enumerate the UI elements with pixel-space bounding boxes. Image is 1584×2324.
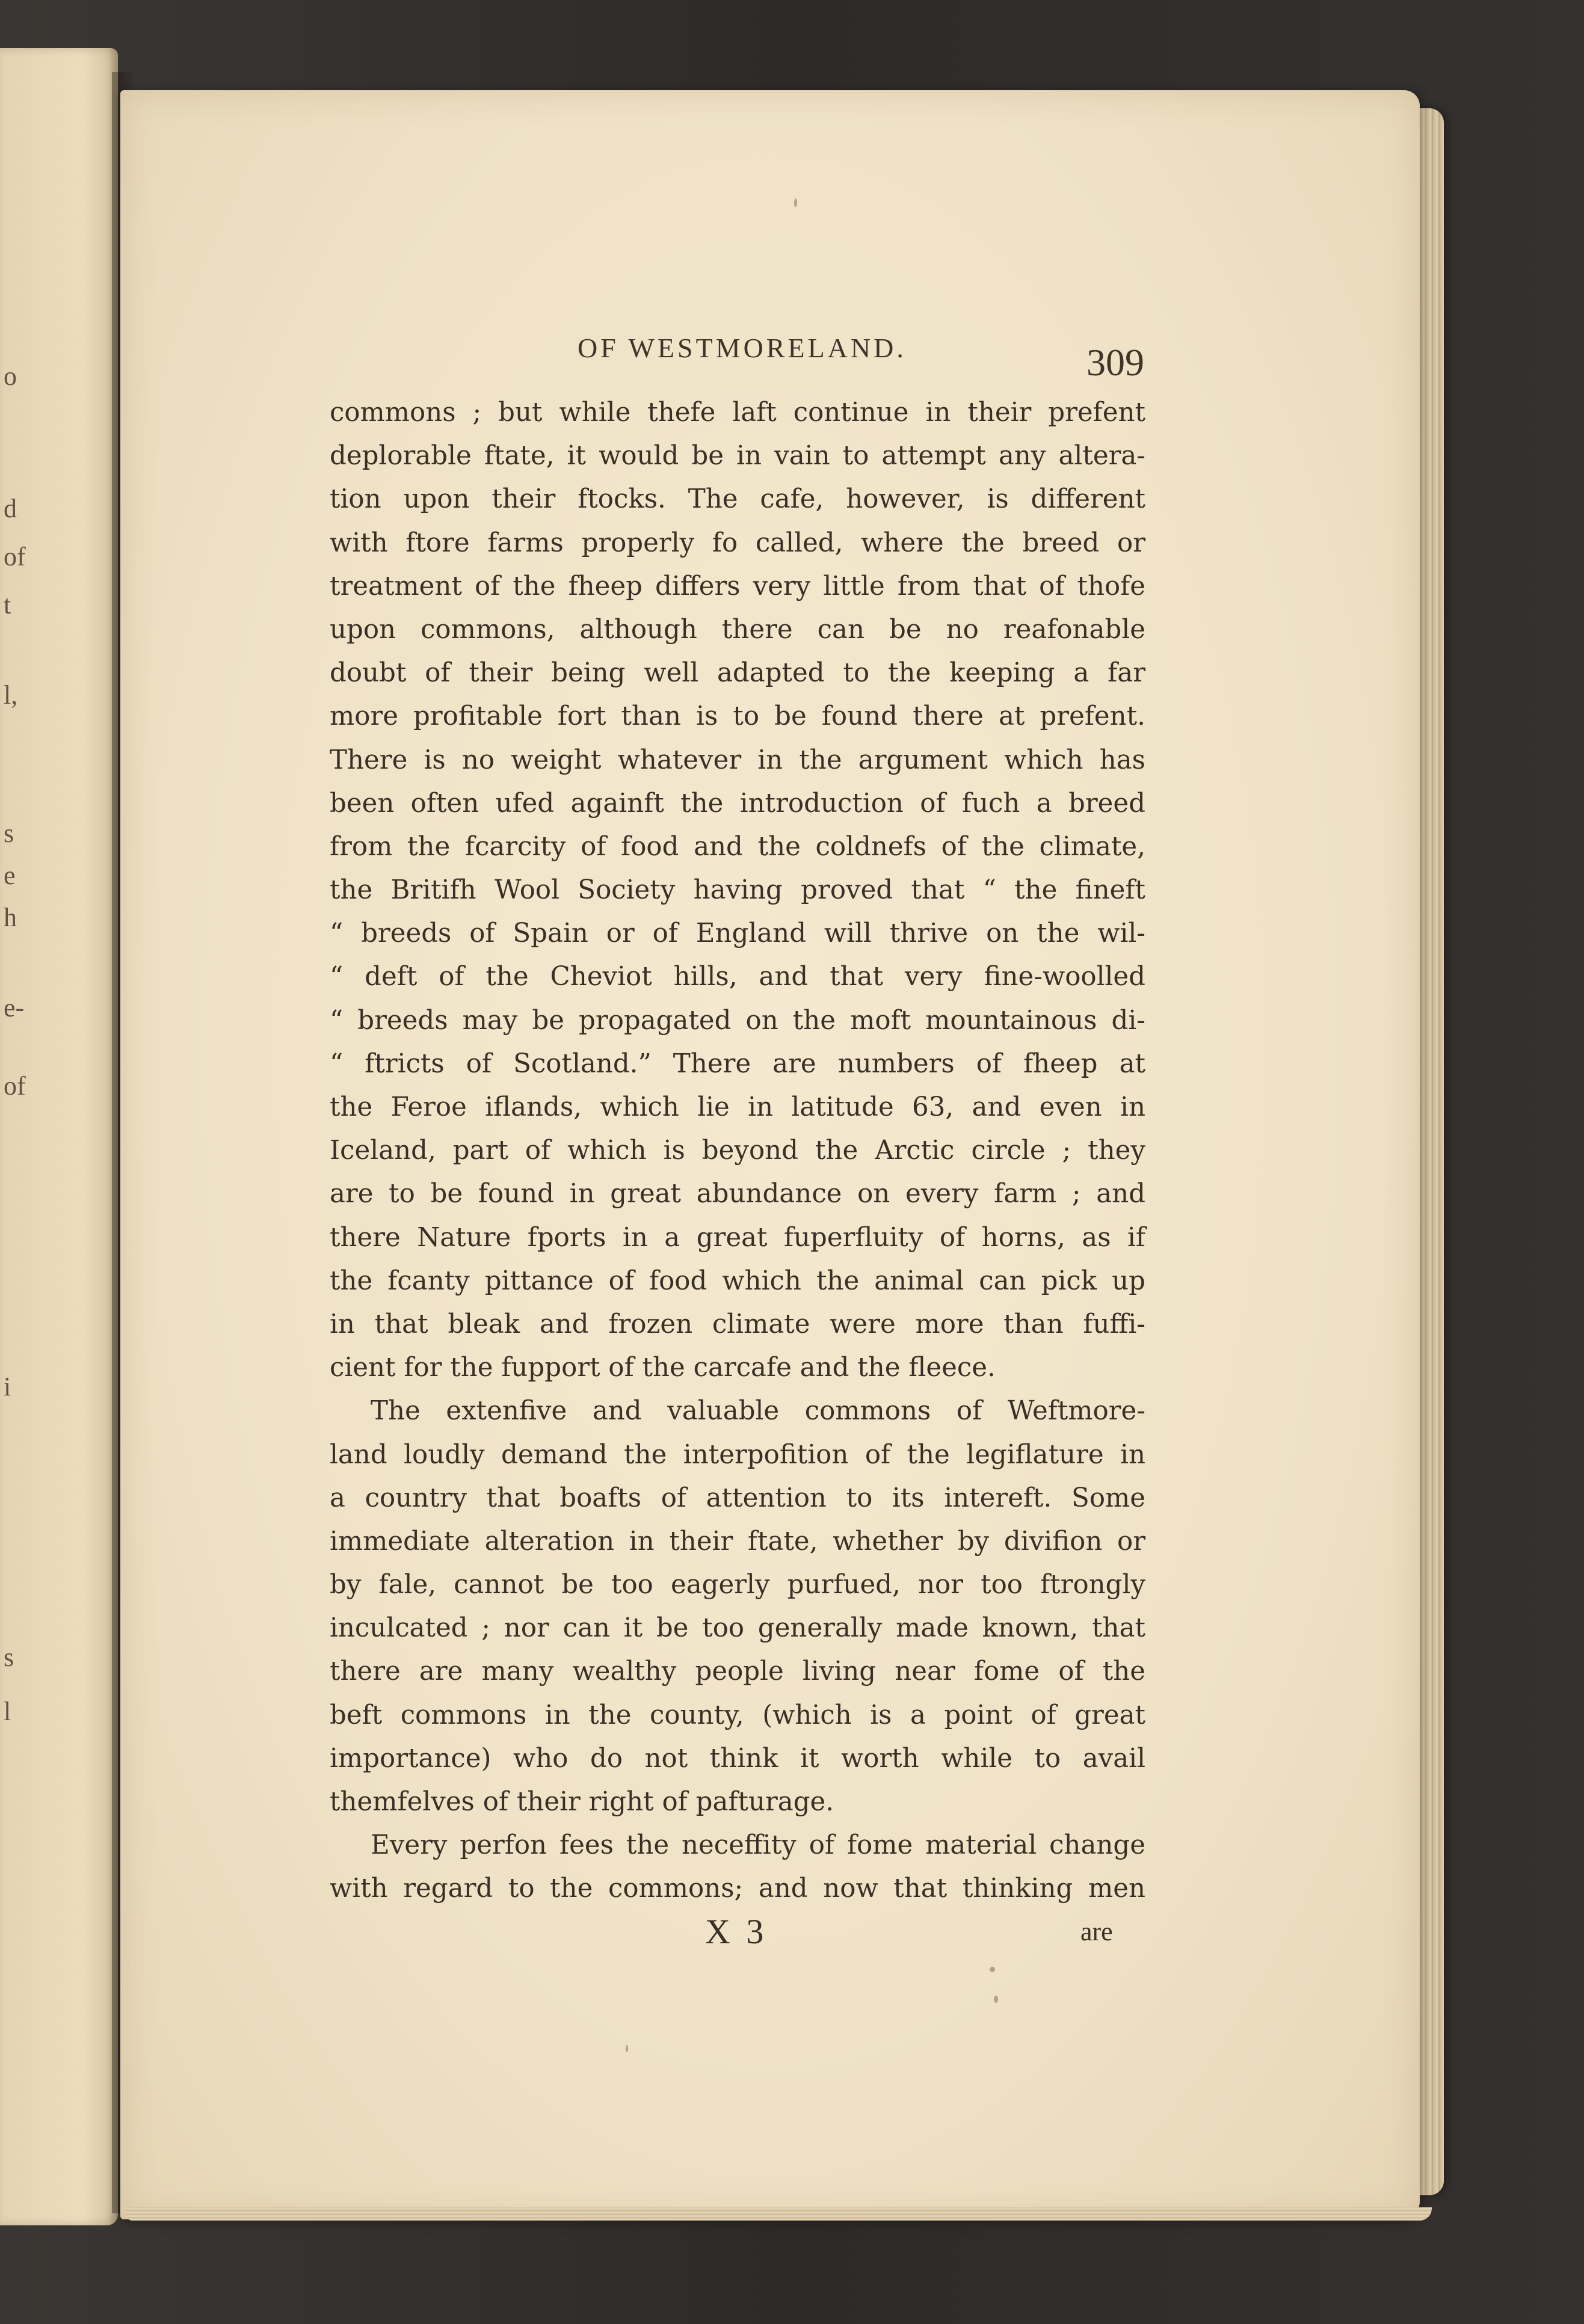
prev-page-fragment: l — [4, 1697, 11, 1726]
text-line: “ ftricts of Scotland.” There are numbers of fheep at — [330, 1048, 1145, 1079]
text-line: deplorable ftate, it would be in vain to attempt any altera- — [330, 441, 1145, 472]
text-line: upon commons, although there can be no reafonable — [330, 614, 1145, 645]
prev-page-fragment: of — [4, 1071, 26, 1101]
prev-page-fragment: h — [4, 903, 17, 932]
text-line: “ breeds may be propagated on the moft mountainous di- — [330, 1005, 1145, 1036]
text-line: been often ufed againft the introduction of fuch a breed — [330, 788, 1145, 819]
prev-page-fragment: i — [4, 1372, 11, 1401]
text-line: the Britifh Wool Society having proved that “ the fineft — [330, 875, 1145, 906]
text-line: “ deft of the Cheviot hills, and that very fine-woolled — [330, 962, 1145, 992]
text-line: in that bleak and frozen climate were more than fuffi- — [330, 1309, 1145, 1339]
prev-page-fragment: s — [4, 1643, 14, 1672]
text-line: inculcated ; nor can it be too generally made known, that — [330, 1613, 1145, 1644]
text-line: land loudly demand the interpofition of the legiflature in — [330, 1439, 1145, 1470]
text-line: are to be found in great abundance on every farm ; and — [330, 1179, 1145, 1210]
catchword: are — [1080, 1917, 1113, 1946]
prev-page-fragment: s — [4, 819, 14, 848]
text-line: Iceland, part of which is beyond the Arctic circle ; they — [330, 1136, 1145, 1166]
text-line: treatment of the fheep differs very little from that of thofe — [330, 571, 1145, 601]
text-line: from the fcarcity of food and the coldnefs of the climate, — [330, 831, 1145, 862]
text-line: there Nature fports in a great fuperfluity of horns, as if — [330, 1222, 1145, 1253]
body-text — [330, 391, 1145, 1911]
text-line: themfelves of their right of pafturage. — [330, 1787, 834, 1817]
text-line: by fale, cannot be too eagerly purfued, nor too ftrongly — [330, 1570, 1145, 1600]
text-line: immediate alteration in their ftate, whether by divifion or — [330, 1526, 1145, 1557]
text-line: commons ; but while thefe laft continue in their prefent — [330, 398, 1145, 428]
text-line: doubt of their being well adapted to the keeping a far — [330, 658, 1145, 689]
text-line: the fcanty pittance of food which the animal can pick up — [330, 1265, 1145, 1296]
text-line: importance) who do not think it worth while to avail — [330, 1743, 1145, 1774]
text-line: The extenfive and valuable commons of Weftmore- — [371, 1396, 1145, 1427]
text-line: more profitable fort than is to be found there at prefent. — [330, 701, 1145, 732]
text-line: the Feroe iflands, which lie in latitude 63, and even in — [330, 1092, 1145, 1122]
prev-page-fragment: e — [4, 861, 16, 890]
text-line: There is no weight whatever in the argument which has — [330, 745, 1145, 775]
text-line: there are many wealthy people living near fome of the — [330, 1656, 1145, 1687]
foxing-speck — [794, 198, 797, 207]
previous-page-edge — [0, 48, 118, 2225]
prev-page-fragment: e- — [4, 993, 25, 1022]
page-number: 309 — [1086, 341, 1144, 384]
prev-page-fragment: o — [4, 361, 17, 391]
signature-mark: X 3 — [705, 1912, 768, 1951]
foxing-speck — [994, 1996, 998, 2003]
foxing-speck — [990, 1967, 995, 1972]
prev-page-fragment: t — [4, 590, 11, 619]
text-line: with regard to the commons; and now that thinking men — [330, 1874, 1145, 1904]
text-line: “ breeds of Spain or of England will thrive on the wil- — [330, 918, 1145, 949]
text-line: cient for the fupport of the carcafe and the fleece. — [330, 1353, 996, 1383]
text-line: beft commons in the county, (which is a point of great — [330, 1700, 1145, 1730]
prev-page-fragment: d — [4, 494, 17, 523]
running-head: OF WESTMORELAND. — [578, 333, 907, 363]
foxing-speck — [626, 2045, 628, 2052]
page-bottom-edge — [126, 2207, 1432, 2221]
text-line: tion upon their ftocks. The cafe, however, is different — [330, 484, 1145, 515]
text-line: Every perfon fees the neceffity of fome material change — [371, 1830, 1145, 1861]
prev-page-fragment: of — [4, 542, 26, 571]
prev-page-fragment: l, — [4, 680, 18, 710]
text-line: with ftore farms properly fo called, where the breed or — [330, 527, 1145, 558]
text-line: a country that boafts of attention to its intereft. Some — [330, 1483, 1145, 1513]
